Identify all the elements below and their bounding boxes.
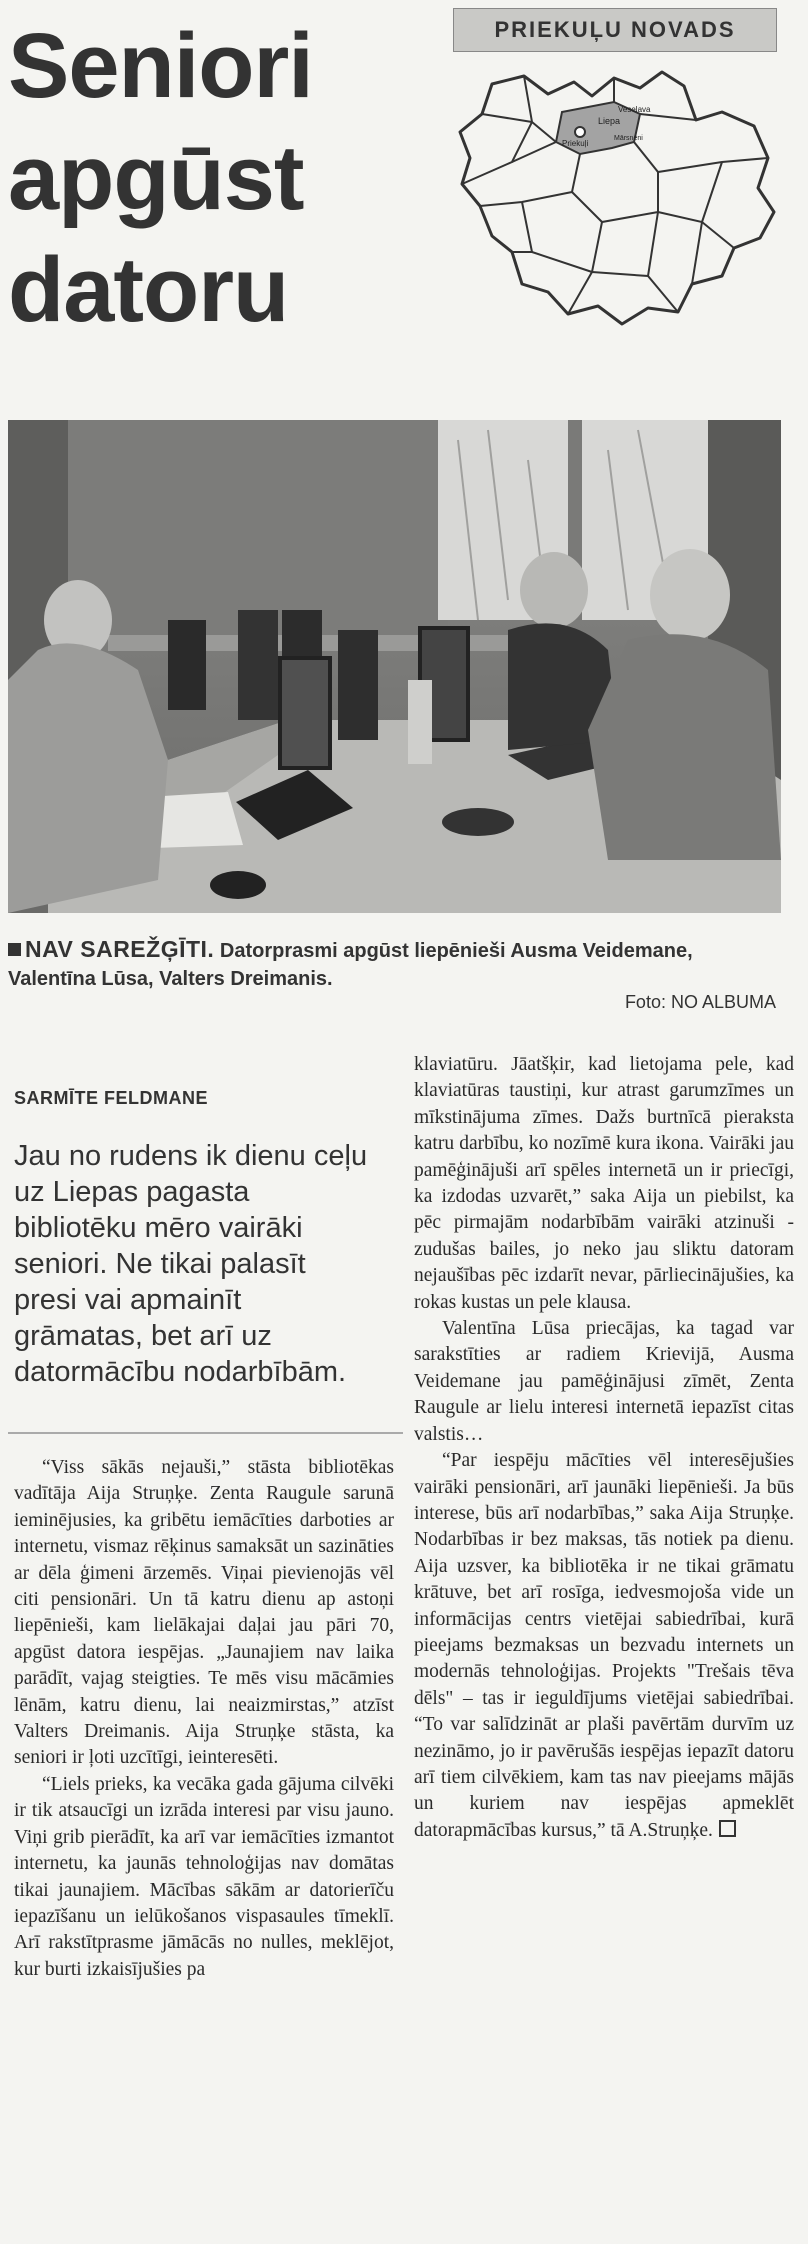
map-label-liepa: Liepa — [598, 116, 621, 126]
paragraph: klaviatūru. Jāatšķir, kad lietojama pele, kad klaviatūras taustiņi, kur atrast garumzīmes un mīkstinājuma zīmes. Dažs burtnīcā pieraksta katru darbību, ko nozīmē kura ikona. Vairāki jau pamēģinājuši arī spēles internetā un ir priecīgi, ka izdodas uzvarēt,” saka Aija un piebilst, ka pēc pirmajām nodarbībām vairāki atzinuši - zudušas bailes, jo neko jau sliktu datoram nejaušības pēc izdarīt nevar, pārliecinājušies, ka rokas kustas un pele klausa. — [414, 1054, 794, 1313]
caption-lead: NAV SAREŽĢĪTI. — [25, 936, 215, 962]
headline: Seniori apgūst datoru — [8, 15, 313, 341]
article-intro: Jau no rudens ik dienu ceļu uz Liepas pagasta bibliotēku mēro vairāki seniori. Ne tikai palasīt presi vai apmainīt grāmatas, bet arī uz datormācību nodarbībām. — [14, 1140, 368, 1388]
body-column-left — [14, 1455, 394, 1983]
end-mark-icon — [719, 1820, 736, 1837]
town-marker — [575, 127, 585, 137]
map-label-priekuli: Priekuļi — [562, 139, 589, 148]
paragraph — [414, 1448, 794, 1844]
region-map — [452, 62, 782, 327]
body-column-right — [414, 1052, 794, 1844]
caption-text: Datorprasmi apgūst liepēnieši Ausma Veidemane, Valentīna Lūsa, Valters Dreimanis. — [8, 940, 693, 990]
paragraph: Valentīna Lūsa priecājas, ka tagad var sarakstīties ar radiem Krievijā, Ausma Veidemane jau pamēģinājusi zīmēt, Zenta Raugule ar lielu interesi internetā iepazīst citas valstis… — [414, 1318, 794, 1445]
paragraph: “Viss sākās nejauši,” stāsta bibliotēkas vadītāja Aija Struņķe. Zenta Raugule sarunā ieminējusies, ka gribētu iemācīties darboties ar internetu, vismaz rēķinus samaksāt un sazināties ar dēla ģimeni ārzemēs. Viņai pievienojās vēl citi pensionāri. Un tā katru dienu ap astoņi liepēnieši, kam lielākajai daļai jau pāri 70, apgūst datora iespējas. „Jaunajiem nav laika parādīt, vajag steigties. Te mēs visu mācāmies lēnām, katru dienu, lai neaizmirstas,” atzīst Valters Dreimanis. Aija Struņķe stāsta, ka seniori ir ļoti uzcītīgi, ieinteresēti. — [14, 1457, 394, 1769]
map-label-veselava: Veselava — [618, 105, 651, 114]
map-label-marsneni: Mārsnēni — [614, 135, 643, 142]
photo-credit: Foto: NO ALBUMA — [624, 992, 776, 1012]
caption-bullet — [8, 943, 21, 956]
region-label: PRIEKUĻU NOVADS — [453, 8, 777, 52]
divider — [8, 1432, 403, 1434]
photo-caption — [8, 935, 778, 993]
author-byline: SARMĪTE FELDMANE — [14, 1088, 208, 1108]
photo-seniors-at-computers — [8, 420, 781, 913]
paragraph: “Liels prieks, ka vecāka gada gājuma cilvēki ir tik atsaucīgi un izrāda interesi par visu jauno. Viņi grib pierādīt, ka arī var iemācīties izmantot internetu, ka jaunās tehnoloģijas nav domātas tikai jaunajiem. Mācības sākām ar datorierīču iepazīšanu un ielūkošanos vispasaules tīmeklī. Arī rakstītprasme jāmācās no nulles, meklējot, kur burti izkaisījušies pa — [14, 1773, 394, 1980]
paragraph-text: “Par iespēju mācīties vēl interesējušies vairāki pensionāri, arī jaunāki liepēnieši. Ja būs interese, būs arī nodarbības,” saka Aija Struņķe. Nodarbības ir bez maksas, tās notiek pa dienu. Aija uzsver, ka bibliotēka ir ne tikai grāmatu krātuve, bet arī rosīga, iedvesmojoša vide un informācijas centrs vietējai sabiedrībai, kurā pieejams bezmaksas un bezvadu internets un modernās tehnoloģijas. Projekts "Trešais tēva dēls" – tas ir ieguldījums vietējai sabiedrībai. “To var salīdzināt ar plaši pavērtām durvīm uz nezināmo, jo ir pavērušās iespējas iepazīt datoru arī tiem cilvēkiem, kam tas nav pieejams mājās un kuriem nav iespējas apmeklēt datorapmācības kursus,” tā A.Struņķe. — [414, 1450, 794, 1841]
